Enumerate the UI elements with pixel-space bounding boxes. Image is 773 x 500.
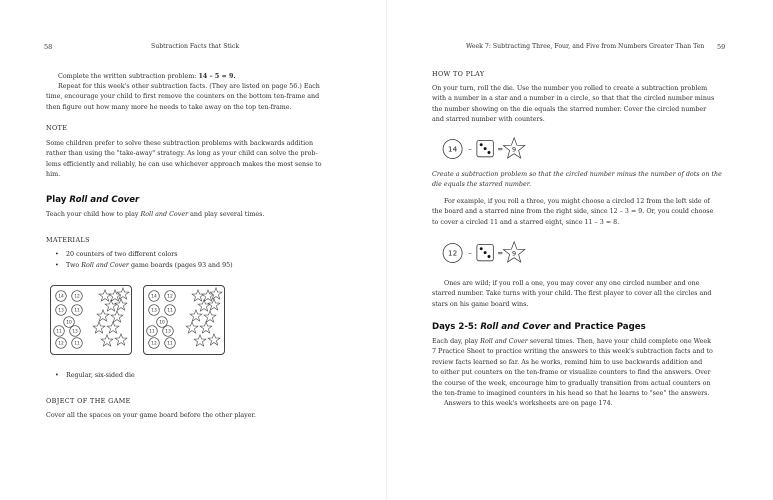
how-to-play-heading: HOW TO PLAY — [432, 70, 485, 78]
star-icon — [117, 288, 129, 299]
equation-figure-2 — [434, 240, 544, 266]
note-paragraph: Some children prefer to solve these subtraction problems with backwards addition rather than using the "take-away" strategy. As long as your child can solve the prob- lems efficiently and reliably, he can use whichever approach makes the most sense to him. — [46, 140, 322, 179]
star-icon — [208, 334, 220, 345]
board-circle-number: 10 — [159, 320, 165, 326]
board-circle-number: 11 — [74, 341, 80, 347]
teach-line: Teach your child how to play Roll and Cover and play several times. — [46, 211, 265, 218]
board-circle-number: 11 — [74, 308, 80, 314]
game-board-art — [51, 286, 131, 354]
star-icon — [210, 288, 222, 299]
eq1-star-number: 9 — [512, 145, 517, 154]
how-to-play-paragraph: On your turn, roll the die. Use the number you rolled to create a subtraction problem with a number in a star and a number in a circle, so that that the circled number minus the number showing on the die equals the starred number. Cover the circled number and starred number with counters. — [432, 85, 715, 124]
star-icon — [186, 322, 198, 333]
materials-item-die: • Regular, six-sided die — [52, 371, 135, 382]
board-circle-number: 12 — [151, 341, 157, 347]
note-heading: NOTE — [46, 124, 68, 132]
board-circle-number: 13 — [58, 308, 64, 314]
star-icon — [208, 299, 220, 310]
days-line: Each day, play Roll and Cover several times. Then, have your child complete one Week — [432, 338, 712, 345]
die-material — [52, 371, 135, 382]
eq2-star-number: 9 — [512, 249, 517, 258]
star-icon — [194, 335, 206, 346]
board-circle-number: 10 — [66, 320, 72, 326]
figure-caption: Create a subtraction problem so that the circled number minus the number of dots on the die equals the starred number. — [432, 171, 722, 189]
star-icon — [101, 335, 113, 346]
game-board-2 — [143, 285, 225, 355]
star-icon — [192, 290, 204, 301]
board-circle-number: 12 — [74, 294, 80, 300]
play-heading: Play Roll and Cover — [46, 195, 140, 205]
eq2-circle-number: 12 — [447, 248, 458, 258]
materials-heading: MATERIALS — [46, 236, 90, 244]
running-head-right: Week 7: Subtracting Three, Four, and Five from Numbers Greater Than Ten — [466, 43, 705, 50]
die-pip — [480, 143, 483, 146]
days-heading: Days 2-5: Roll and Cover and Practice Pages — [432, 322, 646, 332]
wild-paragraph: Ones are wild; if you roll a one, you may cover any one circled number and one starred number. Take turns with your child. The first player to cover all the circles and stars on his game board wins. — [432, 280, 712, 308]
eq1-circle-number: 14 — [447, 144, 458, 154]
star-icon — [115, 299, 127, 310]
star-icon — [204, 311, 216, 322]
intro-line-1: Complete the written subtraction problem: 14 – 5 = 9. — [58, 73, 236, 80]
eq2-equals: = — [497, 249, 504, 258]
star-icon — [198, 300, 210, 311]
object-text: Cover all the spaces on your game board before the other player. — [46, 412, 256, 419]
materials-list — [52, 250, 233, 271]
right-page — [386, 0, 773, 500]
star-icon — [99, 290, 111, 301]
eq2-minus: – — [468, 249, 472, 258]
left-page — [0, 0, 386, 500]
die-pip — [484, 147, 487, 150]
board-circle-number: 14 — [58, 294, 64, 300]
object-heading: OBJECT OF THE GAME — [46, 397, 131, 405]
materials-item: • 20 counters of two different colors — [52, 250, 233, 261]
board-circle-number: 12 — [167, 294, 173, 300]
die-pip — [480, 247, 483, 250]
star-icon — [115, 334, 127, 345]
board-circle-number: 13 — [165, 329, 171, 335]
materials-item: • Two Roll and Cover game boards (pages 93 and 95) — [52, 261, 233, 272]
star-icon — [200, 322, 212, 333]
die-pip — [484, 251, 487, 254]
intro-paragraph: Repeat for this week's other subtraction facts. (They are listed on page 56.) Each time, encourage your child to first remove the counters on the bottom ten-frame and then figure out how many more he needs to take away on the top ten-frame. — [46, 83, 320, 111]
board-circle-number: 11 — [167, 341, 173, 347]
page-number-left: 58 — [44, 43, 53, 51]
star-icon — [105, 300, 117, 311]
board-circle-number: 14 — [151, 294, 157, 300]
running-head-left: Subtraction Facts that Stick — [151, 43, 240, 50]
equation-figure-1 — [434, 136, 544, 162]
star-icon — [93, 322, 105, 333]
page-number-right: 59 — [717, 43, 726, 51]
board-circle-number: 11 — [56, 329, 62, 335]
board-circle-number: 13 — [151, 308, 157, 314]
star-icon — [107, 322, 119, 333]
game-board-1 — [50, 285, 132, 355]
board-circle-number: 13 — [72, 329, 78, 335]
eq1-minus: – — [468, 145, 472, 154]
die-pip — [488, 151, 491, 154]
board-circle-number: 11 — [149, 329, 155, 335]
example-paragraph: For example, if you roll a three, you might choose a circled 12 from the left side of the board and a starred nine from the right side, since 12 – 3 = 9. Or, you could choose to cover a circled 11 and a starred eight, since 11 – 3 = 8. — [432, 198, 714, 226]
star-icon — [111, 311, 123, 322]
days-paragraph: Each day, play Roll and Cover several times. Then, have your child complete one Week 7 Practice Sheet to practice writing the answers to this week's subtraction facts and to review facts learned so far. As he works, remind him to use backwards addition and to either put counters on the ten-frame or visualize counters to find the answers. Over the course of the week, encourage him to gradually transition from actual counters on the ten-frame to imagined counters in his head so that he learns to "see" the answers. Answers to this week's worksheets are on page 174. — [432, 338, 713, 408]
eq1-equals: = — [497, 145, 504, 154]
board-circle-number: 12 — [58, 341, 64, 347]
die-pip — [488, 255, 491, 258]
game-board-art — [144, 286, 224, 354]
board-circle-number: 11 — [167, 308, 173, 314]
